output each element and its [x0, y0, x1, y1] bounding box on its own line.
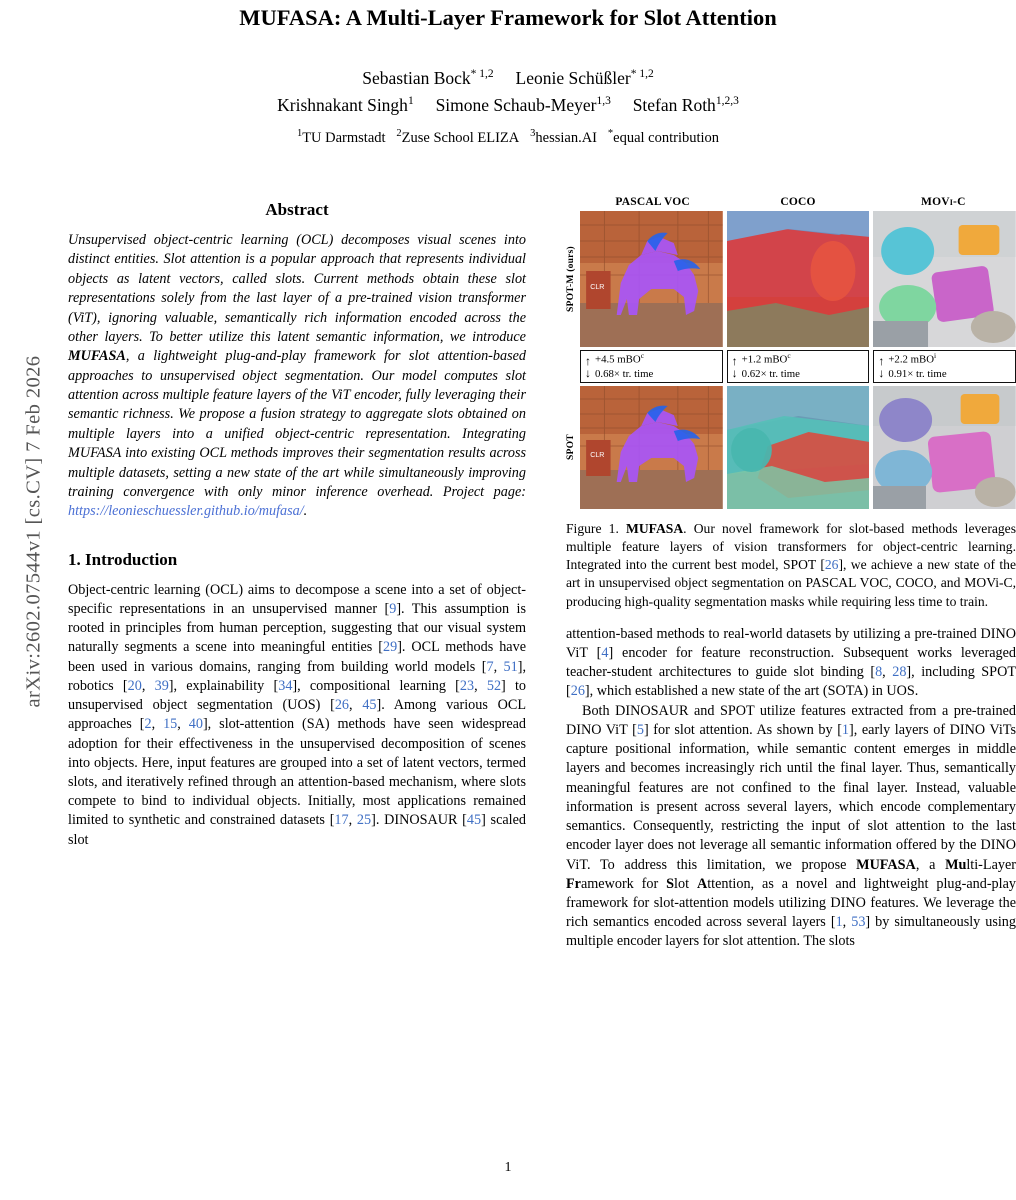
citation-ref[interactable]: 25 — [356, 812, 372, 829]
body-text-run: ], compositional learning [ — [292, 677, 460, 694]
figure-col-header-pascal: PASCAL VOC — [615, 196, 690, 208]
affil-marker: 3 — [530, 128, 536, 139]
body-text-run: ]. This assumption is rooted in principles from human perception, suggesting that our visual system naturally segments a scene into meaningful entities [ — [68, 600, 526, 656]
badge-time: 0.91× tr. time — [888, 368, 947, 381]
badge-metric-sup: c — [640, 351, 645, 361]
section-heading-introduction: 1. Introduction — [68, 549, 178, 569]
svg-text:CLR: CLR — [590, 284, 605, 291]
abstract-part-2: , a lightweight plug-and-play framework for slot attention-based approaches to unsupervised object segmentation. Our model computes slot attention across multiple feature layers of the ViT encoder, fully leveraging their semantic richness. We propose a fusion strategy to aggregate slots obtained on multiple layers into a unified object-centric representation. Integrating MUFASA into existing OCL methods improves their segmentation results across multiple datasets, setting a new state of the art while simultaneously improving training convergence with only minor inference overhead. Project page: — [68, 348, 526, 500]
figure-col-header-movic: MOVi-C — [921, 196, 966, 208]
affil-name: hessian.AI — [535, 129, 598, 146]
citation-ref[interactable]: 39 — [154, 677, 169, 694]
body-text-run: lot — [674, 875, 697, 892]
author-affil-marker: 1,3 — [596, 95, 611, 108]
affil-marker: * — [607, 128, 614, 139]
citation-ref[interactable]: 45 — [362, 697, 377, 714]
citation-ref[interactable]: 20 — [127, 677, 142, 694]
abstract-bold-mufasa: MUFASA — [68, 348, 126, 365]
citation-ref[interactable]: 1 — [841, 721, 850, 738]
citation-ref[interactable]: 26 — [334, 697, 349, 714]
emphasis-text: S — [666, 875, 675, 892]
citation-ref[interactable]: 40 — [188, 716, 203, 733]
svg-text:CLR: CLR — [590, 452, 605, 459]
body-text-run: ] scaled slot — [68, 812, 526, 848]
citation-ref[interactable]: 23 — [459, 677, 475, 694]
author-name: Leonie Schüßler — [515, 68, 631, 88]
author-name: Stefan Roth — [632, 95, 716, 115]
citation-ref[interactable]: 52 — [486, 677, 502, 694]
body-text-run: ], early layers of DINO ViTs capture positional information, while semantic content emerges in middle layers and becomes increasingly rich until the final layer. Thus, semantically meaningful features are not confined to the final layer. Instead, valuable information is present across several layers, which encode complementary semantics. Consequently, restricting the input of slot attention to the last encoder layer does not leverage all semantic information offered by the DINO ViT. To address this limitation, we propose — [566, 721, 1016, 873]
body-text-run: ] by simultaneously using multiple encoder layers for slot attention. The slots — [566, 914, 1016, 950]
figure-image-movic-ours — [873, 211, 1016, 347]
emphasis-text: MUFASA — [856, 856, 916, 873]
badge-metric: +1.2 mBO — [741, 354, 788, 367]
author-list — [60, 68, 956, 122]
figure-row-label-ours: SPOT-M (ours) — [565, 246, 576, 312]
body-text-run: , — [141, 677, 155, 694]
author-name: Sebastian Bock — [362, 68, 471, 88]
body-text-run: ]. Among various OCL approaches [ — [68, 697, 527, 733]
citation-ref[interactable]: 7 — [486, 658, 494, 675]
citation-ref[interactable]: 9 — [389, 600, 397, 617]
abstract-part-1: Unsupervised object-centric learning (OCL) decomposes visual scenes into distinct entities. Slot attention is a popular approach that represents individual objects as latent vectors, called slots. Current methods obtain these slot representations solely from the last layer of a pre-trained vision transformer (ViT), ignoring valuable, semantically rich information encoded across the other layers. To better utilize this latent semantic information, we introduce — [68, 232, 526, 345]
citation-ref[interactable]: 4 — [601, 644, 609, 661]
right-column — [566, 196, 1016, 952]
author-line-1 — [60, 68, 956, 89]
figure-row-top — [580, 211, 1016, 347]
figure-column-headers — [580, 196, 1016, 211]
emphasis-text: Mu — [945, 856, 967, 873]
body-text-run: ttention, as a novel and lightweight plug-and-play framework for slot-attention models utilizing DINO features. We leverage the rich semantics encoded across several layers [ — [566, 875, 1016, 931]
citation-ref[interactable]: 26 — [570, 683, 585, 700]
citation-ref[interactable]: 26 — [824, 557, 839, 573]
figure-image-coco-spot — [727, 386, 870, 509]
left-column — [68, 200, 526, 850]
body-text-run: , — [348, 812, 357, 829]
intro-paragraph-2 — [566, 625, 1016, 702]
arrow-up-down-icon: ↑ ↓ — [585, 353, 591, 380]
citation-ref[interactable]: 29 — [383, 639, 398, 656]
body-text-run: , — [474, 677, 487, 694]
badge-time: 0.68× tr. time — [595, 368, 654, 381]
intro-paragraph-3 — [566, 702, 1016, 952]
body-text-run: Figure 1. — [566, 521, 627, 536]
arrow-up-down-icon: ↑ ↓ — [878, 353, 885, 380]
body-text-run: ], robotics [ — [68, 658, 527, 694]
badge-metric-sup: i — [934, 351, 937, 361]
citation-ref[interactable]: 53 — [851, 914, 866, 931]
figure-col-header-coco: COCO — [780, 196, 816, 208]
citation-ref[interactable]: 28 — [892, 664, 907, 681]
body-text-run: Both DINOSAUR and SPOT utilize features extracted from a pre-trained DINO ViT [ — [566, 702, 1016, 738]
body-text-run: . Our novel framework for slot-based methods leverages multiple feature layers of vision transformers for object-centric learning. Integrated into the current best model, SPOT [ — [566, 521, 1016, 573]
affil-name: Zuse School ELIZA — [401, 129, 520, 146]
citation-ref[interactable]: 5 — [636, 721, 644, 738]
figure-image-pascal-ours — [580, 211, 723, 347]
badge-time: 0.62× tr. time — [741, 368, 800, 381]
intro-paragraph-1 — [68, 581, 526, 850]
figure-row-bottom — [580, 386, 1016, 509]
citation-ref[interactable]: 34 — [278, 677, 293, 694]
arrow-up-down-icon: ↑ ↓ — [731, 353, 738, 380]
author-affil-marker: * 1,2 — [470, 68, 494, 81]
body-text-run: ] to unsupervised object segmentation (UOS) [ — [68, 677, 527, 714]
badge-pascal — [580, 350, 723, 383]
author-line-2 — [60, 95, 956, 116]
body-text-run: ] for slot attention. As shown by [ — [643, 721, 842, 738]
body-text-run: ], including SPOT [ — [566, 664, 1016, 700]
author-affil-marker: 1,2,3 — [715, 95, 739, 108]
figure-image-grid — [566, 211, 1016, 509]
page-number: 1 — [504, 1160, 512, 1175]
body-text-run: ]. OCL methods have been used in various domains, ranging from building world models [ — [68, 639, 526, 675]
body-text-run: , — [177, 716, 189, 733]
figure-row-label-spot: SPOT — [565, 434, 576, 461]
author-name: Simone Schaub-Meyer — [435, 95, 597, 115]
figure-1 — [566, 196, 1016, 611]
project-page-link[interactable]: https://leonieschuessler.github.io/mufasa/ — [68, 503, 304, 520]
body-text-run: ], slot-attention (SA) methods have seen widespread adoption for their effectiveness in the unsupervised decomposition of scenes into objects. Here, input features are grouped into a set of latent vectors, termed slots, and iteratively refined through an attention-based mechanism, where slots compete to bind to individual objects. Initially, most applications remained limited to synthetic and constrained datasets [ — [68, 716, 527, 829]
emphasis-text: A — [696, 875, 708, 892]
body-text-run: attention-based methods to real-world datasets by utilizing a pre-trained DINO ViT [ — [566, 625, 1016, 661]
body-text-run: amework for — [580, 875, 667, 892]
abstract-heading: Abstract — [265, 200, 329, 219]
citation-ref[interactable]: 2 — [144, 716, 152, 733]
figure-image-coco-ours — [727, 211, 870, 347]
badge-metric: +4.5 mBO — [595, 354, 641, 367]
affil-marker: 2 — [396, 128, 402, 139]
abstract-text — [68, 231, 526, 522]
figure-image-pascal-spot — [580, 386, 723, 509]
citation-ref[interactable]: 17 — [334, 812, 349, 829]
emphasis-text: Fr — [566, 875, 581, 892]
citation-ref[interactable]: 51 — [503, 658, 518, 675]
body-text-run: , — [882, 664, 893, 681]
badge-movic — [873, 350, 1016, 383]
body-text-run: ] encoder for feature reconstruction. Subsequent works leveraged teacher-student architectures to guide slot binding [ — [566, 644, 1016, 681]
affiliations — [60, 128, 956, 147]
figure-caption — [566, 520, 1016, 611]
citation-ref[interactable]: 1 — [835, 914, 843, 931]
author-name: Krishnakant Singh — [277, 95, 408, 115]
citation-ref[interactable]: 45 — [466, 812, 482, 829]
badge-metric-sup: c — [787, 351, 791, 361]
body-text-run: , — [349, 697, 363, 714]
page-title: MUFASA: A Multi-Layer Framework for Slot Attention — [239, 5, 777, 30]
body-text-run: ], we achieve a new state of the art in unsupervised object segmentation on PASCAL VOC, COCO, and MOVi-C, producing high-quality segmentation masks while requiring less time to train. — [566, 557, 1016, 609]
body-text-run: lti-Layer — [966, 856, 1016, 873]
citation-ref[interactable]: 8 — [875, 664, 883, 681]
affil-name: TU Darmstadt — [302, 129, 386, 146]
abstract-part-3: . — [303, 503, 308, 520]
body-text-run: ], which established a new state of the art (SOTA) in UOS. — [584, 683, 919, 700]
body-text-run: , — [151, 716, 164, 733]
body-text-run: ], explainability [ — [168, 677, 279, 694]
author-affil-marker: * 1,2 — [630, 68, 654, 81]
figure-metric-badges — [580, 350, 1016, 383]
body-text-run: Object-centric learning (OCL) aims to decompose a scene into a set of object-specific representations in an unsupervised manner [ — [68, 581, 526, 617]
badge-coco — [727, 350, 870, 383]
badge-metric: +2.2 mBO — [888, 354, 935, 367]
body-text-run: ]. DINOSAUR [ — [371, 812, 467, 829]
affil-marker: 1 — [296, 128, 303, 139]
emphasis-text: MUFASA — [626, 521, 684, 536]
arxiv-stamp: arXiv:2602.07544v1 [cs.CV] 7 Feb 2026 — [22, 355, 45, 708]
body-text-run: , — [842, 914, 852, 931]
body-text-run: , — [493, 658, 504, 675]
figure-image-movic-spot — [873, 386, 1016, 509]
affil-name: equal contribution — [613, 129, 720, 146]
author-affil-marker: 1 — [407, 95, 414, 108]
citation-ref[interactable]: 15 — [163, 716, 178, 733]
body-text-run: , a — [915, 856, 946, 873]
